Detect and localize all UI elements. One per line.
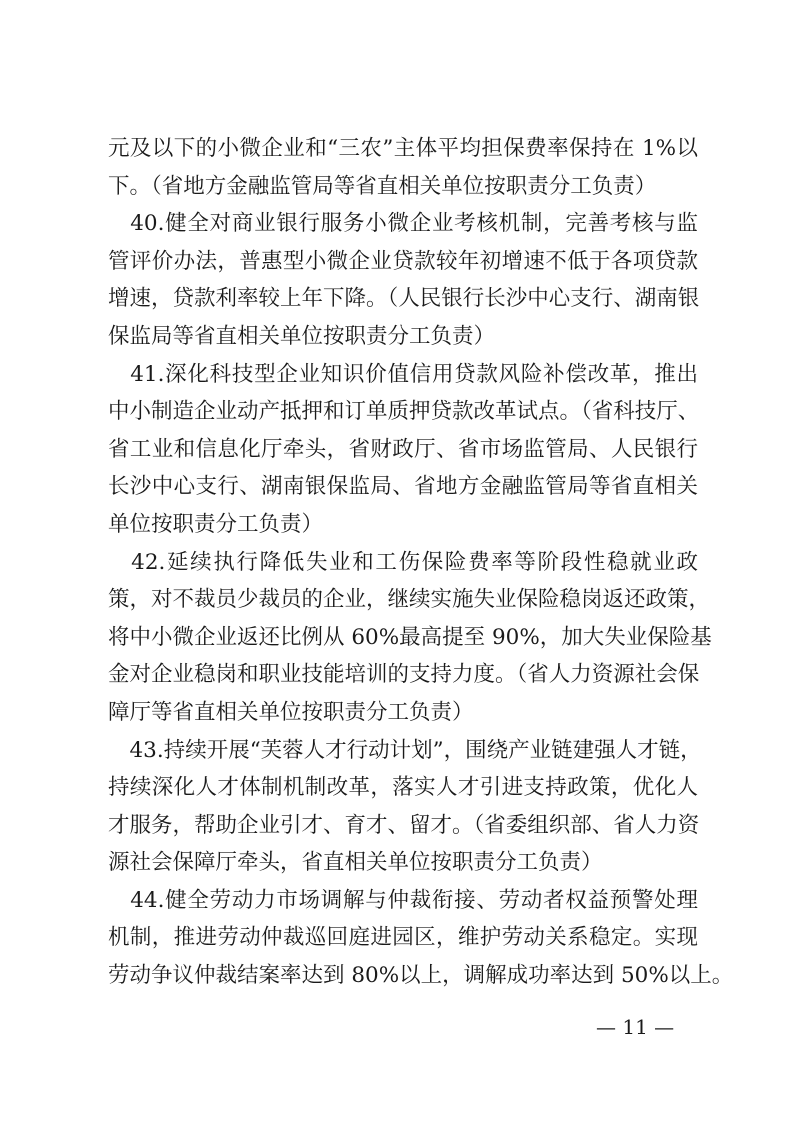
text-line: 42.延续执行降低失业和工伤保险费率等阶段性稳就业政 <box>108 549 698 575</box>
text-line: 43.持续开展“芙蓉人才行动计划”，围绕产业链建强人才链， <box>108 737 702 763</box>
text-line: 单位按职责分工负责） <box>108 511 324 537</box>
text-line: 劳动争议仲裁结案率达到 80%以上，调解成功率达到 50%以上。 <box>108 963 734 989</box>
text-line: 下。（省地方金融监管局等省直相关单位按职责分工负责） <box>108 173 657 199</box>
text-line: 障厅等省直相关单位按职责分工负责） <box>108 699 474 725</box>
text-line: 将中小微企业返还比例从 60%最高提至 90%，加大失业保险基 <box>108 624 712 650</box>
text-line: 持续深化人才体制机制改革，落实人才引进支持政策，优化人 <box>108 775 698 801</box>
text-line: 44.健全劳动力市场调解与仲裁衔接、劳动者权益预警处理 <box>108 887 698 913</box>
text-line: 策，对不裁员少裁员的企业，继续实施失业保险稳岗返还政策， <box>108 587 711 613</box>
page-number: — 11 — <box>596 1015 675 1039</box>
text-line: 源社会保障厅牵头，省直相关单位按职责分工负责） <box>108 850 603 876</box>
text-line: 中小制造企业动产抵押和订单质押贷款改革试点。（省科技厅、 <box>108 399 700 425</box>
text-line: 才服务，帮助企业引才、育才、留才。（省委组织部、省人力资 <box>108 812 700 838</box>
text-line: 40.健全对商业银行服务小微企业考核机制，完善考核与监 <box>108 211 698 237</box>
body-text <box>108 130 734 995</box>
text-line: 元及以下的小微企业和“三农”主体平均担保费率保持在 1%以 <box>108 136 698 161</box>
text-line: 保监局等省直相关单位按职责分工负责） <box>108 323 496 349</box>
text-line: 长沙中心支行、湖南银保监局、省地方金融监管局等省直相关 <box>108 474 698 500</box>
text-line: 增速，贷款利率较上年下降。（人民银行长沙中心支行、湖南银 <box>108 286 700 312</box>
text-line: 管评价办法，普惠型小微企业贷款较年初增速不低于各项贷款 <box>108 248 698 274</box>
text-line: 省工业和信息化厅牵头，省财政厅、省市场监管局、人民银行 <box>108 436 698 462</box>
text-line: 金对企业稳岗和职业技能培训的支持力度。（省人力资源社会保 <box>108 662 700 688</box>
text-line: 41.深化科技型企业知识价值信用贷款风险补偿改革，推出 <box>108 361 698 387</box>
text-line: 机制，推进劳动仲裁巡回庭进园区，维护劳动关系稳定。实现 <box>108 925 698 951</box>
